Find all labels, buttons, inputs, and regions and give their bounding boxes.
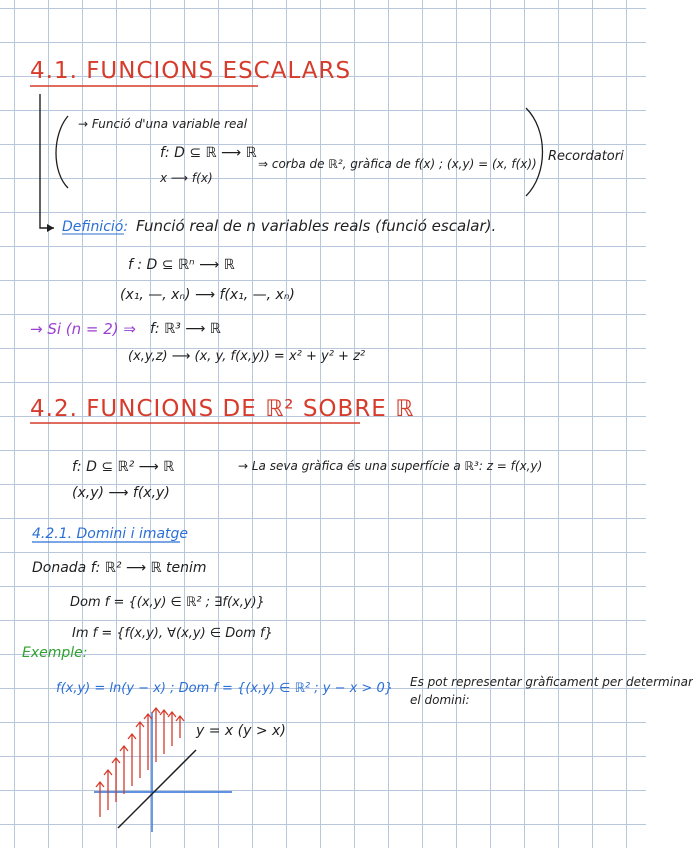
definition-map-rule: (x₁, —, xₙ) ⟶ f(x₁, —, xₙ) — [120, 287, 295, 303]
definition-text: Funció real de n variables reals (funció escalar). — [136, 217, 497, 235]
example-function: f(x,y) = ln(y − x) ; Dom f = {(x,y) ∈ ℝ² ; y − x > 0} — [56, 681, 393, 696]
case-map-rule: (x,y,z) ⟶ (x, y, f(x,y)) = x² + y² + z² — [128, 349, 366, 364]
sec21-intro: Donada f: ℝ² ⟶ ℝ tenim — [32, 560, 207, 576]
line-label: y = x (y > x) — [196, 723, 286, 739]
subsection-title-4-2-1: 4.2.1. Domini i imatge — [32, 526, 189, 542]
definition-map-domain: f : D ⊆ ℝⁿ ⟶ ℝ — [128, 257, 235, 273]
example-label: Exemple: — [22, 645, 88, 661]
section-title-4-2: 4.2. FUNCIONS DE ℝ² SOBRE ℝ — [30, 396, 415, 422]
recap-map-rule: x ⟶ f(x) — [160, 171, 213, 185]
case-map-domain: f: ℝ³ ⟶ ℝ — [150, 321, 221, 337]
example-note-line1: Es pot representar gràficament per determinar — [410, 675, 693, 689]
section-title-4-1: 4.1. FUNCIONS ESCALARS — [30, 58, 352, 84]
sec2-map-domain: f: D ⊆ ℝ² ⟶ ℝ — [72, 459, 175, 475]
definition-label: Definició: — [62, 219, 129, 235]
sec2-note: → La seva gràfica és una superfície a ℝ³: z = f(x,y) — [238, 459, 543, 473]
recap-side-label: Recordatori — [548, 149, 624, 164]
recap-map-domain: f: D ⊆ ℝ ⟶ ℝ — [160, 145, 257, 161]
example-note-line2: el domini: — [410, 693, 470, 707]
case-label: → Si (n = 2) ⇒ — [30, 320, 136, 338]
recap-note: ⇒ corba de ℝ², gràfica de f(x) ; (x,y) = (x, f(x)) — [258, 157, 537, 171]
image-definition: Im f = {f(x,y), ∀(x,y) ∈ Dom f} — [72, 626, 273, 641]
sec2-map-rule: (x,y) ⟶ f(x,y) — [72, 485, 170, 501]
recap-label: → Funció d'una variable real — [78, 117, 248, 131]
domain-definition: Dom f = {(x,y) ∈ ℝ² ; ∃f(x,y)} — [70, 595, 265, 610]
